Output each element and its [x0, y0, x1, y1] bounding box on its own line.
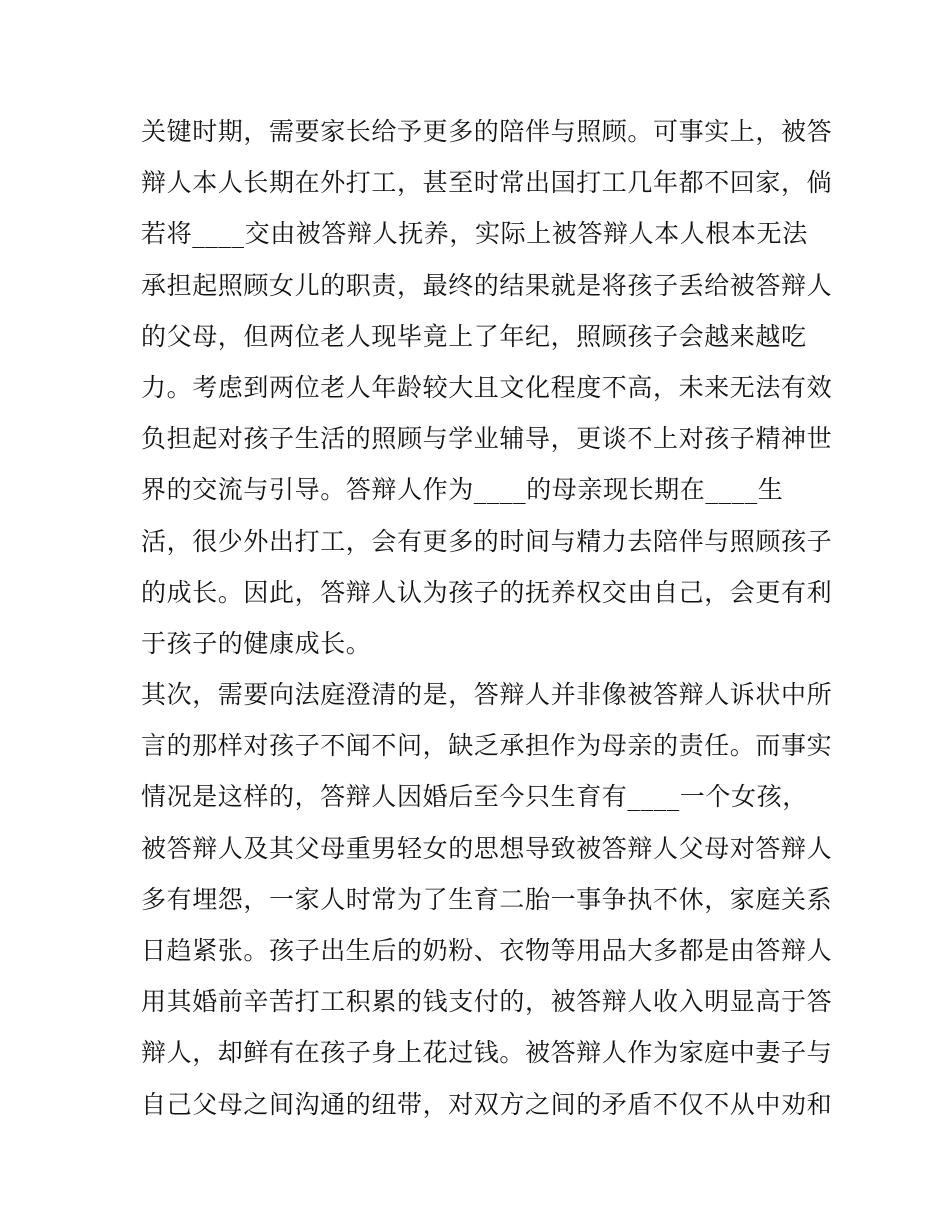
text-line: 辩人本人长期在外打工，甚至时常出国打工几年都不回家，倘 [141, 168, 833, 198]
document-body [141, 106, 831, 1130]
text-line: 被答辩人及其父母重男轻女的思想导致被答辩人父母对答辩人 [141, 833, 833, 863]
text-line: 多有埋怨，一家人时常为了生育二胎一事争执不休，家庭关系 [141, 884, 833, 914]
text-line: 活，很少外出打工，会有更多的时间与精力去陪伴与照顾孩子 [141, 526, 833, 556]
text-line: 界的交流与引导。答辩人作为____的母亲现长期在____生 [141, 475, 784, 505]
text-line: 用其婚前辛苦打工积累的钱支付的，被答辩人收入明显高于答 [141, 987, 833, 1017]
text-line: 日趋紧张。孩子出生后的奶粉、衣物等用品大多都是由答辩人 [141, 936, 833, 965]
text-line: 若将____交由被答辩人抚养，实际上被答辩人本人根本无法 [141, 219, 808, 249]
text-line: 负担起对孩子生活的照顾与学业辅导，更谈不上对孩子精神世 [141, 424, 833, 454]
text-line: 言的那样对孩子不闻不问，缺乏承担作为母亲的责任。而事实 [141, 731, 833, 761]
text-line: 承担起照顾女儿的职责，最终的结果就是将孩子丢给被答辩人 [141, 270, 833, 300]
text-line: 关键时期，需要家长给予更多的陪伴与照顾。可事实上，被答 [141, 117, 833, 146]
text-line: 辩人，却鲜有在孩子身上花过钱。被答辩人作为家庭中妻子与 [141, 1038, 833, 1068]
text-line: 力。考虑到两位老人年龄较大且文化程度不高，未来无法有效 [141, 372, 833, 402]
text-line: 情况是这样的，答辩人因婚后至今只生育有____一个女孩， [141, 782, 808, 812]
text-line: 自己父母之间沟通的纽带，对双方之间的矛盾不仅不从中劝和 [141, 1089, 833, 1119]
text-line: 的成长。因此，答辩人认为孩子的抚养权交由自己，会更有利 [141, 577, 833, 607]
text-line: 其次，需要向法庭澄清的是，答辩人并非像被答辩人诉状中所 [141, 680, 833, 710]
text-line: 的父母，但两位老人现毕竟上了年纪，照顾孩子会越来越吃 [141, 321, 807, 351]
text-line: 于孩子的健康成长。 [141, 628, 372, 658]
